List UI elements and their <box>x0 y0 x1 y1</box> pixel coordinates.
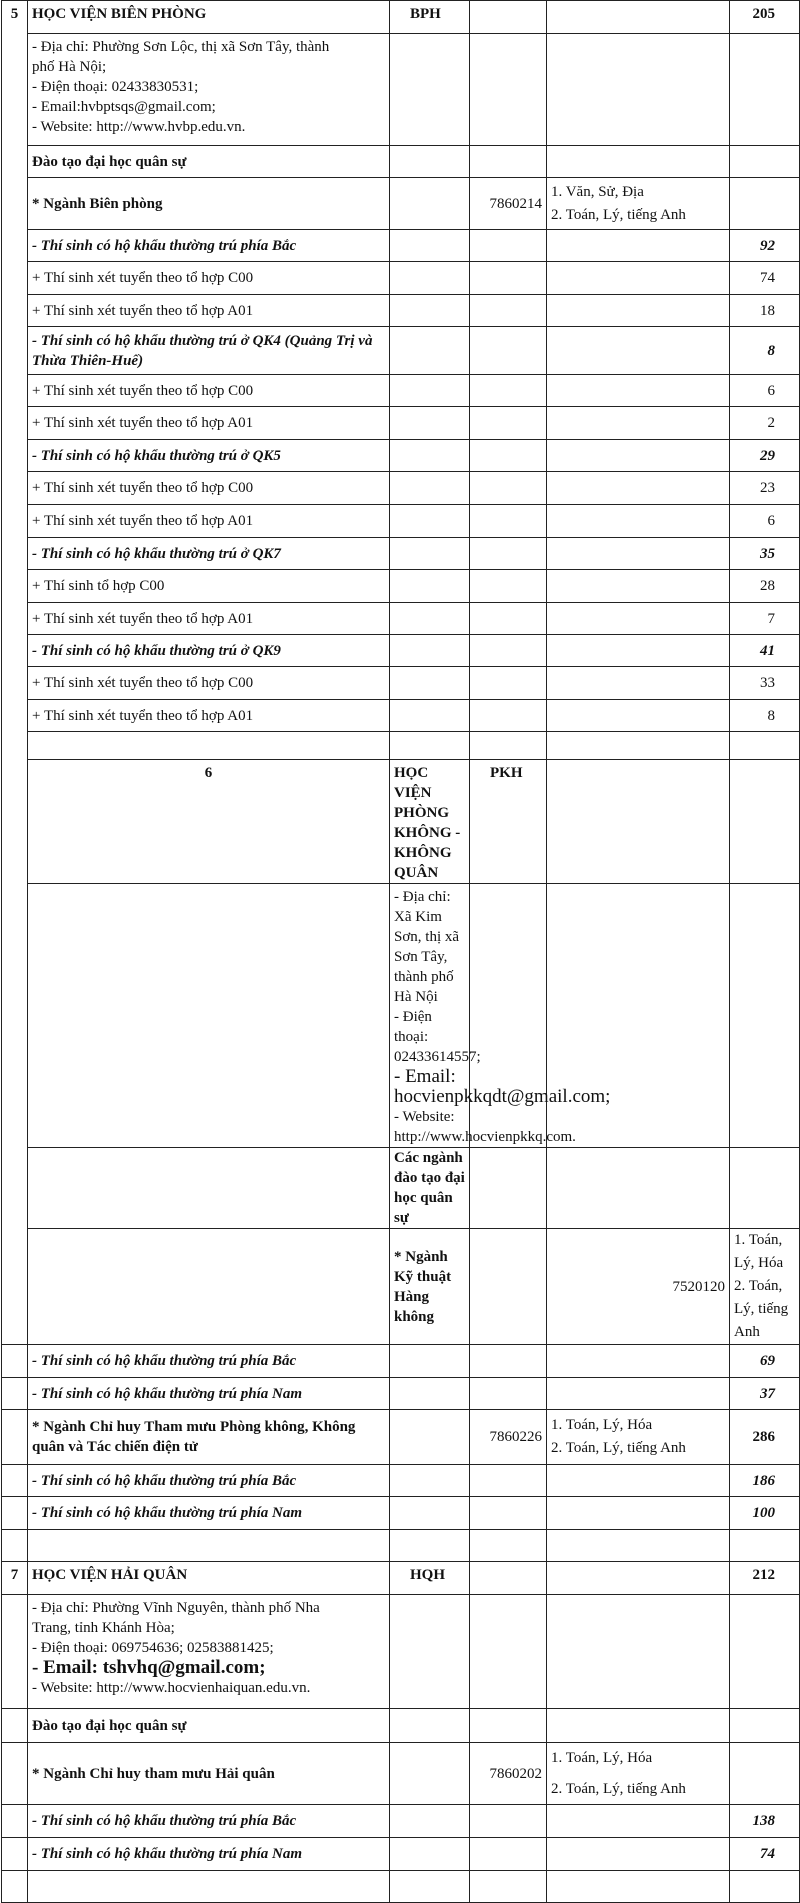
school-name: HỌC VIỆN BIÊN PHÒNG <box>28 1 390 34</box>
quota-label: - Thí sinh có hộ khẩu thường trú ở QK9 <box>28 635 390 667</box>
address-line: - Địa chỉ: Phường Sơn Lộc, thị xã Sơn Tây, thành <box>32 39 330 55</box>
quota-label: + Thí sinh xét tuyển theo tổ hợp C00 <box>28 667 390 700</box>
major-row <box>2 1229 800 1345</box>
quota-label: - Thí sinh có hộ khẩu thường trú phía Nam <box>28 1497 390 1530</box>
address-line: Hà Nội <box>394 989 438 1005</box>
quota-row <box>2 327 800 375</box>
quota-row <box>2 375 800 407</box>
major-row <box>2 1743 800 1805</box>
section-row <box>2 1709 800 1743</box>
subject-combos <box>730 1229 800 1345</box>
email-line: - Email: tshvhq@gmail.com; <box>32 1657 266 1678</box>
quota-value: 74 <box>730 1838 800 1871</box>
quota-value: 33 <box>730 667 800 700</box>
combo-1: 1. Toán, Lý, Hóa <box>551 1749 653 1766</box>
quota-value: 18 <box>730 295 800 327</box>
address-line: - Địa chỉ: Phường Vĩnh Nguyên, thành phố Nha <box>32 1600 320 1616</box>
website-line: - Website: http://www.hocvienpkkq.com. <box>394 1109 576 1145</box>
quota-value: 37 <box>730 1378 800 1410</box>
quota-label: + Thí sinh xét tuyển theo tổ hợp A01 <box>28 700 390 732</box>
major-code: 7860202 <box>470 1743 547 1805</box>
quota-label: - Thí sinh có hộ khẩu thường trú phía Bắc <box>28 1805 390 1838</box>
quota-label: + Thí sinh xét tuyển theo tổ hợp A01 <box>28 505 390 538</box>
quota-label: - Thí sinh có hộ khẩu thường trú ở QK4 (Quảng Trị và Thừa Thiên-Huế) <box>28 327 390 375</box>
major-name: * Ngành Chỉ huy tham mưu Hải quân <box>28 1743 390 1805</box>
quota-label: + Thí sinh xét tuyển theo tổ hợp A01 <box>28 407 390 440</box>
quota-value: 23 <box>730 472 800 505</box>
quota-value: 186 <box>730 1465 800 1497</box>
school-contact <box>390 884 611 1148</box>
spacer-row <box>2 732 800 760</box>
school-number: 5 <box>2 1 28 1345</box>
quota-value: 6 <box>730 375 800 407</box>
quota-row <box>2 635 800 667</box>
quota-value: 7 <box>730 603 800 635</box>
school-code: BPH <box>390 1 470 34</box>
combo-2: 2. Toán, Lý, tiếng Anh <box>551 1440 686 1456</box>
quota-row <box>2 472 800 505</box>
school-contact <box>28 34 390 146</box>
school-info-row <box>2 34 800 146</box>
quota-row <box>2 667 800 700</box>
website-line: - Website: http://www.hvbp.edu.vn. <box>32 119 246 135</box>
quota-row <box>2 1465 800 1497</box>
quota-row <box>2 1345 800 1378</box>
major-code: 7860214 <box>470 178 547 230</box>
school-name: HỌC VIỆN HẢI QUÂN <box>28 1562 390 1595</box>
major-code: 7520120 <box>547 1229 730 1345</box>
quota-row <box>2 262 800 295</box>
quota-label: + Thí sinh xét tuyển theo tổ hợp A01 <box>28 295 390 327</box>
quota-row <box>2 700 800 732</box>
quota-row <box>2 538 800 570</box>
quota-row <box>2 1497 800 1530</box>
quota-row <box>2 1838 800 1871</box>
quota-label: - Thí sinh có hộ khẩu thường trú phía Nam <box>28 1378 390 1410</box>
phone-line: - Điện thoại: 02433614557; <box>394 1009 481 1065</box>
school-header-row <box>2 1562 800 1595</box>
quota-label: - Thí sinh có hộ khẩu thường trú phía Bắc <box>28 1345 390 1378</box>
school-number: 7 <box>2 1562 28 1595</box>
school-contact <box>28 1595 390 1709</box>
major-name: * Ngành Kỹ thuật Hàng không <box>390 1229 470 1345</box>
quota-label: + Thí sinh xét tuyển theo tổ hợp C00 <box>28 375 390 407</box>
school-name: HỌC VIỆN PHÒNG KHÔNG - KHÔNG QUÂN <box>390 760 470 884</box>
section-title: Các ngành đào tạo đại học quân sự <box>390 1148 470 1229</box>
address-line: Trang, tỉnh Khánh Hòa; <box>32 1620 175 1636</box>
school-total: 205 <box>730 1 800 34</box>
quota-row <box>2 570 800 603</box>
school-info-row <box>2 884 800 1148</box>
quota-row <box>2 1378 800 1410</box>
quota-label: - Thí sinh có hộ khẩu thường trú ở QK5 <box>28 440 390 472</box>
quota-value: 41 <box>730 635 800 667</box>
section-row <box>2 146 800 178</box>
major-name: * Ngành Biên phòng <box>28 178 390 230</box>
school-number: 6 <box>28 760 390 884</box>
admissions-table <box>1 0 800 1903</box>
phone-line: - Điện thoại: 069754636; 02583881425; <box>32 1640 274 1656</box>
quota-row <box>2 1805 800 1838</box>
quota-value: 8 <box>730 327 800 375</box>
section-title: Đào tạo đại học quân sự <box>28 146 390 178</box>
quota-value: 29 <box>730 440 800 472</box>
quota-label: + Thí sinh xét tuyển theo tổ hợp A01 <box>28 603 390 635</box>
quota-value: 69 <box>730 1345 800 1378</box>
school-total: 212 <box>730 1562 800 1595</box>
major-row <box>2 178 800 230</box>
school-header-row <box>2 760 800 884</box>
email-line: - Email:hvbptsqs@gmail.com; <box>32 99 216 115</box>
quota-row <box>2 603 800 635</box>
quota-row <box>2 295 800 327</box>
combo-2: 2. Toán, Lý, tiếng Anh <box>734 1278 789 1340</box>
website-line: - Website: http://www.hocvienhaiquan.edu.vn. <box>32 1680 311 1696</box>
quota-row <box>2 230 800 262</box>
combo-2: 2. Toán, Lý, tiếng Anh <box>551 1780 686 1797</box>
quota-label: - Thí sinh có hộ khẩu thường trú phía Nam <box>28 1838 390 1871</box>
section-title: Đào tạo đại học quân sự <box>28 1709 390 1743</box>
school-code: PKH <box>470 760 547 884</box>
quota-value: 8 <box>730 700 800 732</box>
quota-row <box>2 440 800 472</box>
quota-label: + Thí sinh xét tuyển theo tổ hợp C00 <box>28 262 390 295</box>
combo-1: 1. Toán, Lý, Hóa <box>551 1417 653 1433</box>
school-info-row <box>2 1595 800 1709</box>
subject-combos <box>547 1410 730 1465</box>
quota-label: + Thí sinh xét tuyển theo tổ hợp C00 <box>28 472 390 505</box>
combo-2: 2. Toán, Lý, tiếng Anh <box>551 206 686 223</box>
school-code: HQH <box>390 1562 470 1595</box>
major-code: 7860226 <box>470 1410 547 1465</box>
quota-label: - Thí sinh có hộ khẩu thường trú ở QK7 <box>28 538 390 570</box>
quota-label: + Thí sinh tổ hợp C00 <box>28 570 390 603</box>
quota-value: 100 <box>730 1497 800 1530</box>
combo-1: 1. Văn, Sử, Địa <box>551 183 644 200</box>
quota-value: 92 <box>730 230 800 262</box>
quota-row <box>2 407 800 440</box>
quota-value: 2 <box>730 407 800 440</box>
school-header-row <box>2 1 800 34</box>
quota-label: - Thí sinh có hộ khẩu thường trú phía Bắc <box>28 230 390 262</box>
combo-1: 1. Toán, Lý, Hóa <box>734 1232 784 1271</box>
quota-label: - Thí sinh có hộ khẩu thường trú phía Bắc <box>28 1465 390 1497</box>
quota-value: 74 <box>730 262 800 295</box>
major-row <box>2 1410 800 1465</box>
quota-value: 35 <box>730 538 800 570</box>
major-name: * Ngành Chỉ huy Tham mưu Phòng không, Không quân và Tác chiến điện tử <box>28 1410 390 1465</box>
quota-value: 138 <box>730 1805 800 1838</box>
address-line: phố Hà Nội; <box>32 59 107 75</box>
phone-line: - Điện thoại: 02433830531; <box>32 79 199 95</box>
spacer-row <box>2 1530 800 1562</box>
section-row <box>2 1148 800 1229</box>
subject-combos <box>547 1743 730 1805</box>
email-line: - Email: hocvienpkkqdt@gmail.com; <box>394 1066 611 1107</box>
spacer-row <box>2 1871 800 1903</box>
quota-value: 28 <box>730 570 800 603</box>
subject-combos <box>547 178 730 230</box>
address-line: - Địa chỉ: Xã Kim Sơn, thị xã Sơn Tây, thành phố <box>394 889 460 985</box>
quota-row <box>2 505 800 538</box>
major-total: 286 <box>730 1410 800 1465</box>
quota-value: 6 <box>730 505 800 538</box>
